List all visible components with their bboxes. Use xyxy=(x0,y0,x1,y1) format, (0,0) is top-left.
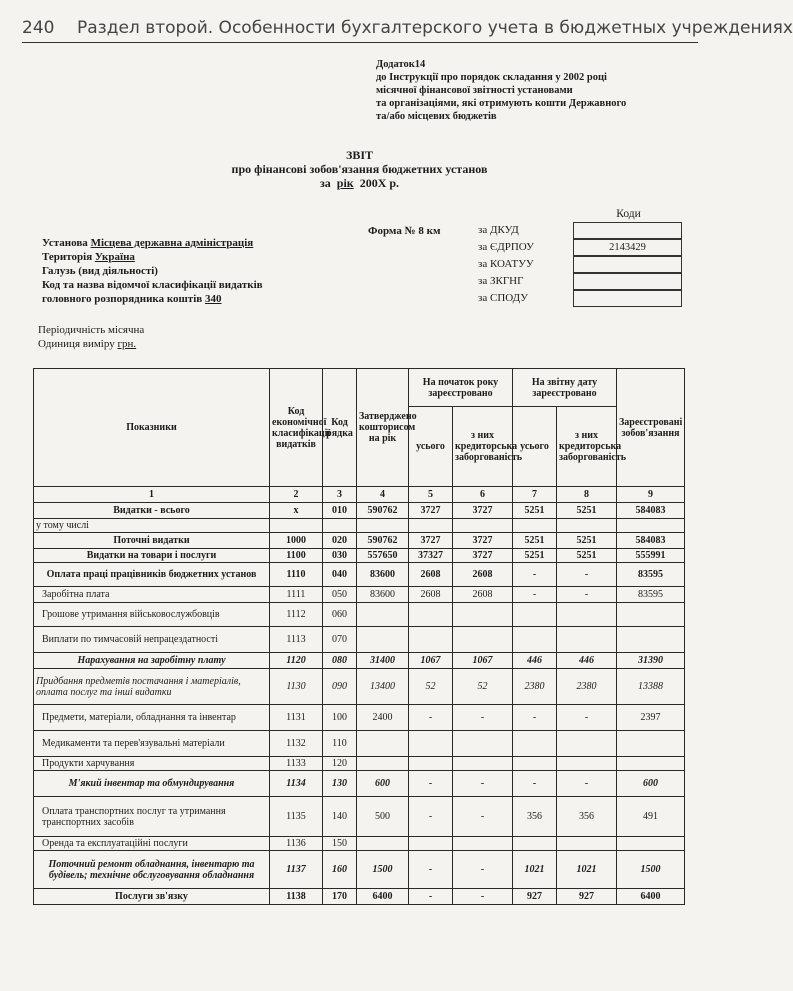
code-label: за ЄДРПОУ xyxy=(478,241,534,253)
cell-econ: 1136 xyxy=(270,837,323,851)
cell-c5: - xyxy=(409,851,453,889)
cell-c5: 2608 xyxy=(409,587,453,603)
cell-c9: 83595 xyxy=(617,563,685,587)
cell-code: 060 xyxy=(323,603,357,627)
cell-c7: - xyxy=(513,563,557,587)
col-number: 3 xyxy=(323,487,357,503)
cell-c8: 5251 xyxy=(557,503,617,519)
code-box xyxy=(573,222,682,239)
cell-code: 090 xyxy=(323,669,357,705)
row-name: Грошове утримання військовослужбовців xyxy=(34,603,270,627)
row-name: Видатки - всього xyxy=(34,503,270,519)
cell-c8: 2380 xyxy=(557,669,617,705)
cell-code: 070 xyxy=(323,627,357,653)
cell-econ: 1132 xyxy=(270,731,323,757)
cell-c4: 2400 xyxy=(357,705,409,731)
cell-code: 050 xyxy=(323,587,357,603)
row-name: Видатки на товари і послуги xyxy=(34,549,270,563)
cell-c7: 927 xyxy=(513,889,557,905)
table-row xyxy=(34,889,685,905)
col-header-creditor: з них кредиторська заборгованість xyxy=(557,407,617,487)
period-block xyxy=(38,323,144,351)
cell-c7 xyxy=(513,519,557,533)
col-header-row-code: Код рядка xyxy=(323,369,357,487)
cell-c6: 1067 xyxy=(453,653,513,669)
table-row xyxy=(34,503,685,519)
row-name: Придбання предметів постачання і матеріалів, оплата послуг та інші видатки xyxy=(34,669,270,705)
cell-econ: х xyxy=(270,503,323,519)
cell-econ: 1138 xyxy=(270,889,323,905)
cell-code: 170 xyxy=(323,889,357,905)
cell-c9: 584083 xyxy=(617,533,685,549)
cell-c6 xyxy=(453,627,513,653)
table-row xyxy=(34,669,685,705)
territory-label: Територія xyxy=(42,251,93,263)
col-number: 8 xyxy=(557,487,617,503)
table-row xyxy=(34,757,685,771)
cell-c9: 491 xyxy=(617,797,685,837)
obligations-table xyxy=(33,368,685,905)
institution-block xyxy=(42,236,263,306)
cell-c7 xyxy=(513,627,557,653)
appendix-line: та/або місцевих бюджетів xyxy=(376,111,497,122)
table-row xyxy=(34,837,685,851)
col-header-start-group: На початок року зареєстровано xyxy=(409,369,513,407)
cell-c8 xyxy=(557,731,617,757)
code-line-1: Код та назва відомчої класифікації видатків xyxy=(42,279,263,291)
unit-value: грн. xyxy=(117,338,137,350)
cell-c4 xyxy=(357,757,409,771)
table-row xyxy=(34,563,685,587)
cell-c4: 500 xyxy=(357,797,409,837)
col-number: 4 xyxy=(357,487,409,503)
cell-c9: 555991 xyxy=(617,549,685,563)
cell-econ: 1112 xyxy=(270,603,323,627)
cell-econ: 1135 xyxy=(270,797,323,837)
cell-c4 xyxy=(357,731,409,757)
col-header-indicators: Показники xyxy=(34,369,270,487)
cell-econ: 1133 xyxy=(270,757,323,771)
codes-header: Коди xyxy=(616,208,641,220)
cell-c8: 927 xyxy=(557,889,617,905)
col-header-registered: Зареєстровані зобов'язання xyxy=(617,369,685,487)
cell-code: 030 xyxy=(323,549,357,563)
col-header-report-group: На звітну дату зареєстровано xyxy=(513,369,617,407)
cell-c6: - xyxy=(453,851,513,889)
cell-c9: 1500 xyxy=(617,851,685,889)
cell-c6: - xyxy=(453,889,513,905)
cell-c6: - xyxy=(453,771,513,797)
table-row xyxy=(34,797,685,837)
cell-c9: 2397 xyxy=(617,705,685,731)
report-title-block xyxy=(0,148,719,190)
row-name: Продукти харчування xyxy=(34,757,270,771)
cell-c6 xyxy=(453,603,513,627)
row-name: М'який інвентар та обмундирування xyxy=(34,771,270,797)
cell-c9: 13388 xyxy=(617,669,685,705)
cell-c5: 52 xyxy=(409,669,453,705)
table-row xyxy=(34,771,685,797)
cell-c6: 2608 xyxy=(453,587,513,603)
cell-econ xyxy=(270,519,323,533)
cell-econ: 1000 xyxy=(270,533,323,549)
cell-c9: 6400 xyxy=(617,889,685,905)
cell-c7 xyxy=(513,837,557,851)
col-header-econ-code: Код економічної класифікації видатків xyxy=(270,369,323,487)
code-label: за СПОДУ xyxy=(478,292,529,304)
cell-code: 020 xyxy=(323,533,357,549)
appendix-note xyxy=(376,58,626,123)
cell-c5 xyxy=(409,627,453,653)
cell-code xyxy=(323,519,357,533)
report-title: ЗВІТ xyxy=(345,148,373,162)
period-value: рік xyxy=(336,176,354,190)
row-name: Виплати по тимчасовій непрацездатності xyxy=(34,627,270,653)
cell-c7: - xyxy=(513,705,557,731)
cell-c7: 5251 xyxy=(513,549,557,563)
table-row xyxy=(34,851,685,889)
cell-c9 xyxy=(617,757,685,771)
code-label: за ЗКГНГ xyxy=(478,275,524,287)
cell-c8: 446 xyxy=(557,653,617,669)
cell-c8: 356 xyxy=(557,797,617,837)
cell-c7: 1021 xyxy=(513,851,557,889)
code-box xyxy=(573,256,682,273)
cell-c6: 52 xyxy=(453,669,513,705)
cell-c5: 1067 xyxy=(409,653,453,669)
cell-c7: 446 xyxy=(513,653,557,669)
cell-c5: - xyxy=(409,705,453,731)
row-name: Предмети, матеріали, обладнання та інвентар xyxy=(34,705,270,731)
cell-c5 xyxy=(409,731,453,757)
col-header-approved: Затверджено кошторисом на рік xyxy=(357,369,409,487)
row-name: у тому числі xyxy=(34,519,270,533)
cell-c8: 1021 xyxy=(557,851,617,889)
cell-c6: - xyxy=(453,797,513,837)
cell-code: 080 xyxy=(323,653,357,669)
classification-code: 340 xyxy=(204,293,222,305)
cell-c6: 3727 xyxy=(453,549,513,563)
cell-c6: 2608 xyxy=(453,563,513,587)
cell-c9 xyxy=(617,837,685,851)
cell-c6: - xyxy=(453,705,513,731)
cell-c6 xyxy=(453,731,513,757)
cell-c9: 584083 xyxy=(617,503,685,519)
cell-c5 xyxy=(409,603,453,627)
cell-c5 xyxy=(409,519,453,533)
period-prefix: за xyxy=(319,176,331,190)
col-number: 6 xyxy=(453,487,513,503)
cell-c5: 2608 xyxy=(409,563,453,587)
cell-c5: 3727 xyxy=(409,503,453,519)
cell-c5 xyxy=(409,757,453,771)
cell-c4: 600 xyxy=(357,771,409,797)
code-label: за ДКУД xyxy=(478,224,519,236)
cell-c5: 37327 xyxy=(409,549,453,563)
row-name: Оплата праці працівників бюджетних установ xyxy=(34,563,270,587)
cell-c7 xyxy=(513,603,557,627)
cell-c7: 5251 xyxy=(513,533,557,549)
code-box xyxy=(573,290,682,307)
cell-c5: 3727 xyxy=(409,533,453,549)
report-subtitle: про фінансові зобов'язання бюджетних установ xyxy=(231,162,488,176)
running-title: Раздел второй. Особенности бухгалтерского учета в бюджетных учреждениях xyxy=(77,18,793,38)
cell-c8 xyxy=(557,519,617,533)
cell-c4: 590762 xyxy=(357,533,409,549)
row-name: Поточні видатки xyxy=(34,533,270,549)
cell-c8: - xyxy=(557,587,617,603)
table-row xyxy=(34,519,685,533)
cell-c8 xyxy=(557,837,617,851)
cell-econ: 1111 xyxy=(270,587,323,603)
code-box xyxy=(573,273,682,290)
cell-code: 110 xyxy=(323,731,357,757)
cell-c8 xyxy=(557,627,617,653)
cell-c7: - xyxy=(513,587,557,603)
territory-line xyxy=(42,250,263,264)
cell-c4: 1500 xyxy=(357,851,409,889)
cell-econ: 1120 xyxy=(270,653,323,669)
cell-c6 xyxy=(453,757,513,771)
cell-c7: - xyxy=(513,771,557,797)
cell-c9 xyxy=(617,519,685,533)
cell-c9 xyxy=(617,627,685,653)
row-name: Поточний ремонт обладнання, інвентарю та будівель; технічне обслуговування обладнання xyxy=(34,851,270,889)
cell-econ: 1131 xyxy=(270,705,323,731)
cell-c4 xyxy=(357,603,409,627)
cell-c6 xyxy=(453,519,513,533)
cell-c5: - xyxy=(409,889,453,905)
col-number: 7 xyxy=(513,487,557,503)
cell-c4: 83600 xyxy=(357,563,409,587)
col-header-creditor: з них кредиторська заборгованість xyxy=(453,407,513,487)
cell-c4: 590762 xyxy=(357,503,409,519)
institution-label: Установа xyxy=(42,237,88,249)
cell-c4: 31400 xyxy=(357,653,409,669)
appendix-line: та організаціями, які отримують кошти Державного xyxy=(376,98,627,109)
cell-c5: - xyxy=(409,771,453,797)
code-box: 2143429 xyxy=(573,239,682,256)
institution-line xyxy=(42,236,263,250)
cell-code: 150 xyxy=(323,837,357,851)
col-number: 5 xyxy=(409,487,453,503)
appendix-line: Додаток14 xyxy=(376,59,426,70)
cell-c9 xyxy=(617,731,685,757)
cell-c8: 5251 xyxy=(557,533,617,549)
cell-code: 130 xyxy=(323,771,357,797)
periodicity: Періодичність місячна xyxy=(38,324,145,336)
cell-code: 140 xyxy=(323,797,357,837)
row-name: Медикаменти та перев'язувальні матеріали xyxy=(34,731,270,757)
cell-c7: 2380 xyxy=(513,669,557,705)
col-header-total: усього xyxy=(513,407,557,487)
unit-label: Одиниця виміру xyxy=(38,338,115,350)
table-row xyxy=(34,653,685,669)
territory-value: Україна xyxy=(94,251,135,263)
cell-c7 xyxy=(513,731,557,757)
cell-c7: 5251 xyxy=(513,503,557,519)
cell-econ: 1134 xyxy=(270,771,323,797)
table-row xyxy=(34,533,685,549)
unit-line xyxy=(38,337,144,351)
cell-c8: - xyxy=(557,563,617,587)
table-row xyxy=(34,731,685,757)
cell-econ: 1130 xyxy=(270,669,323,705)
code-line-2 xyxy=(42,292,263,306)
cell-econ: 1110 xyxy=(270,563,323,587)
cell-c4: 6400 xyxy=(357,889,409,905)
cell-c8 xyxy=(557,603,617,627)
table-row xyxy=(34,587,685,603)
cell-c5 xyxy=(409,837,453,851)
code-label: за КОАТУУ xyxy=(478,258,534,270)
cell-code: 010 xyxy=(323,503,357,519)
period-year: 200Х р. xyxy=(359,176,400,190)
page-number: 240 xyxy=(22,18,55,38)
code-line-2-label: головного розпорядника коштів xyxy=(42,293,203,305)
cell-code: 160 xyxy=(323,851,357,889)
table-row xyxy=(34,705,685,731)
cell-c8: - xyxy=(557,771,617,797)
cell-c8: 5251 xyxy=(557,549,617,563)
row-name: Послуги зв'язку xyxy=(34,889,270,905)
cell-econ: 1100 xyxy=(270,549,323,563)
cell-c9: 83595 xyxy=(617,587,685,603)
cell-code: 040 xyxy=(323,563,357,587)
row-name: Нарахування на заробітну плату xyxy=(34,653,270,669)
col-number: 9 xyxy=(617,487,685,503)
form-number: Форма № 8 км xyxy=(368,225,441,237)
cell-c9 xyxy=(617,603,685,627)
cell-c4 xyxy=(357,837,409,851)
row-name: Заробітна плата xyxy=(34,587,270,603)
cell-c4: 83600 xyxy=(357,587,409,603)
table-row xyxy=(34,603,685,627)
branch-label: Галузь (вид діяльності) xyxy=(42,265,158,277)
cell-econ: 1137 xyxy=(270,851,323,889)
col-number: 1 xyxy=(34,487,270,503)
cell-c8: - xyxy=(557,705,617,731)
running-header xyxy=(22,14,793,43)
cell-c4 xyxy=(357,519,409,533)
row-name: Оплата транспортних послуг та утримання транспортних засобів xyxy=(34,797,270,837)
table-row xyxy=(34,549,685,563)
cell-c7: 356 xyxy=(513,797,557,837)
cell-c4 xyxy=(357,627,409,653)
col-number: 2 xyxy=(270,487,323,503)
appendix-line: місячної фінансової звітності установами xyxy=(376,85,573,96)
cell-c6 xyxy=(453,837,513,851)
report-period xyxy=(0,176,719,190)
institution-value: Місцева державна адміністрація xyxy=(90,237,254,249)
appendix-line: до Інструкції про порядок складання у 2002 році xyxy=(376,72,607,83)
cell-code: 100 xyxy=(323,705,357,731)
cell-c4: 13400 xyxy=(357,669,409,705)
cell-c7 xyxy=(513,757,557,771)
table-row xyxy=(34,627,685,653)
cell-c8 xyxy=(557,757,617,771)
cell-c5: - xyxy=(409,797,453,837)
cell-code: 120 xyxy=(323,757,357,771)
col-header-total: усього xyxy=(409,407,453,487)
cell-econ: 1113 xyxy=(270,627,323,653)
cell-c6: 3727 xyxy=(453,503,513,519)
row-name: Оренда та експлуатаційні послуги xyxy=(34,837,270,851)
cell-c9: 600 xyxy=(617,771,685,797)
cell-c4: 557650 xyxy=(357,549,409,563)
cell-c6: 3727 xyxy=(453,533,513,549)
cell-c9: 31390 xyxy=(617,653,685,669)
